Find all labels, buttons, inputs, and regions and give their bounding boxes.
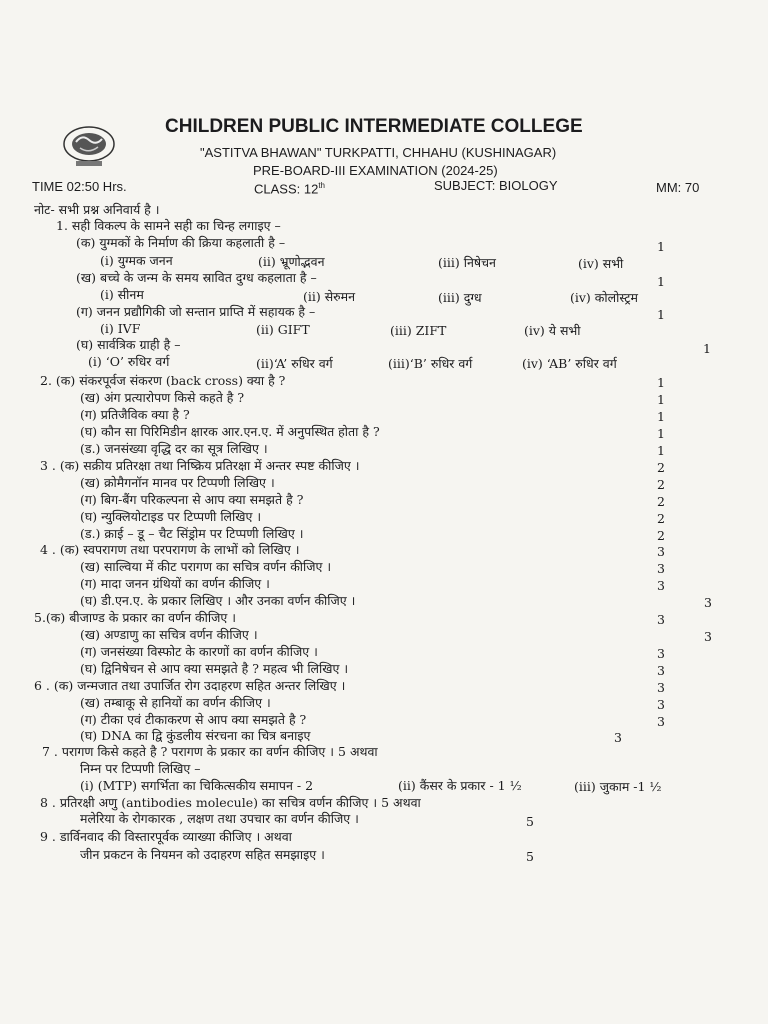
q1c-marks: 1 [657,307,665,322]
q7-part-i: (i) (MTP) सगर्भिता का चिकित्सकीय समापन - 2 [80,778,314,793]
q1d-marks: 1 [703,341,711,356]
q1b-marks: 1 [657,274,665,289]
q7-text: 7 . परागण किसे कहते है ? परागण के प्रकार का वर्णन कीजिए । 5 अथवा [42,744,378,759]
q4b-text: (ख) साल्विया में कीट परागण का सचित्र वर्णन कीजिए । [80,559,332,574]
q5c-marks: 3 [657,646,665,661]
q1d-question: (घ) सार्वत्रिक ग्राही है – [76,337,181,352]
q3c-marks: 2 [657,494,665,509]
q8-or-text: मलेरिया के रोगकारक , लक्षण तथा उपचार का वर्णन कीजिए । [80,811,359,826]
q1a-option-2: (ii) भ्रूणोद्भवन [258,254,325,269]
q5a-text: 5.(क) बीजाण्ड के प्रकार का वर्णन कीजिए । [34,610,237,625]
max-marks: MM: 70 [656,180,700,195]
class-label: CLASS: 12th [254,181,325,197]
q4d-marks: 3 [704,595,712,610]
q7-or-text: निम्न पर टिप्पणी लिखिए – [80,761,201,776]
q8-text: 8 . प्रतिरक्षी अणु (antibodies molecule) का सचित्र वर्णन कीजिए । 5 अथवा [40,795,421,810]
q2a-marks: 1 [657,375,665,390]
q6b-text: (ख) तम्बाकू से हानियों का वर्णन कीजिए । [80,695,271,710]
q2b-marks: 1 [657,392,665,407]
q3d-text: (घ) न्युक्लियोटाइड पर टिप्पणी लिखिए । [80,509,262,524]
q1a-option-4: (iv) सभी [578,256,624,271]
q6d-text: (घ) DNA का द्वि कुंडलीय संरचना का चित्र बनाइए [80,728,311,743]
q9-text: 9 . डार्विनवाद की विस्तारपूर्वक व्याख्या कीजिए । अथवा [40,829,292,844]
q4a-marks: 3 [657,544,665,559]
q2c-marks: 1 [657,409,665,424]
q9-or-text: जीन प्रकटन के नियमन को उदाहरण सहित समझाइए । [80,847,325,862]
q1a-option-1: (i) युग्मक जनन [100,253,173,268]
q5d-marks: 3 [657,663,665,678]
q3b-marks: 2 [657,477,665,492]
q1b-option-4: (iv) कोलोस्ट्रम [570,290,638,305]
q4c-text: (ग) मादा जनन ग्रंथियों का वर्णन कीजिए । [80,576,270,591]
q4b-marks: 3 [657,561,665,576]
q1c-question: (ग) जनन प्रद्यौगिकी जो सन्तान प्राप्ति में सहायक है – [76,304,316,319]
q2e-marks: 1 [657,443,665,458]
q1-heading: 1. सही विकल्प के सामने सही का चिन्ह लगाइए – [56,218,281,233]
q1d-option-4: (iv) ‘AB’ रुधिर वर्ग [522,356,617,371]
q1d-option-3: (iii)‘B’ रुधिर वर्ग [388,356,473,371]
q1c-option-1: (i) IVF [100,321,141,336]
q1a-question: (क) युग्मकों के निर्माण की क्रिया कहलाती है – [76,235,286,250]
q1b-option-2: (ii) सेरुमन [303,289,356,304]
q4a-text: 4 . (क) स्वपरागण तथा परपरागण के लाभों को लिखिए । [40,542,300,557]
q4c-marks: 3 [657,578,665,593]
q3a-text: 3 . (क) सक्रीय प्रतिरक्षा तथा निष्क्रिय प्रतिरक्षा में अन्तर स्पष्ट कीजिए । [40,458,360,473]
q4d-text: (घ) डी.एन.ए. के प्रकार लिखिए । और उनका वर्णन कीजिए । [80,593,356,608]
q3e-marks: 2 [657,528,665,543]
q1c-option-4: (iv) ये सभी [524,323,581,338]
q9-marks: 5 [526,849,534,864]
q5b-text: (ख) अण्डाणु का सचित्र वर्णन कीजिए । [80,627,258,642]
q2c-text: (ग) प्रतिजैविक क्या है ? [80,407,190,422]
q6c-marks: 3 [657,714,665,729]
exam-title: PRE-BOARD-III EXAMINATION (2024-25) [253,163,498,178]
q6d-marks: 3 [614,730,622,745]
q3b-text: (ख) क्रोमैगनॉन मानव पर टिप्पणी लिखिए । [80,475,275,490]
subject-label: SUBJECT: BIOLOGY [434,178,558,193]
college-address: "ASTITVA BHAWAN" TURKPATTI, CHHAHU (KUSHINAGAR) [200,145,557,160]
q1b-option-3: (iii) दुग्ध [438,290,482,305]
q1b-question: (ख) बच्चे के जन्म के समय स्रावित दुग्ध कहलाता है – [76,270,317,285]
q6c-text: (ग) टीका एवं टीकाकरण से आप क्या समझते है ? [80,712,307,727]
q7-part-ii: (ii) कैंसर के प्रकार - 1 ½ [398,778,522,793]
q5c-text: (ग) जनसंख्या विस्फोट के कारणों का वर्णन कीजिए । [80,644,318,659]
q3c-text: (ग) बिग-बैंग परिकल्पना से आप क्या समझते है ? [80,492,304,507]
q5d-text: (घ) द्विनिषेचन से आप क्या समझते है ? महत्व भी लिखिए । [80,661,349,676]
q1a-marks: 1 [657,239,665,254]
q2d-marks: 1 [657,426,665,441]
q2a-text: 2. (क) संकरपूर्वज संकरण (back cross) क्या है ? [40,373,286,388]
q3e-text: (ड.) क्राई – डू – चैट सिंड्रोम पर टिप्पणी लिखिए । [80,526,304,541]
q1b-option-1: (i) सीनम [100,287,144,302]
q1d-option-2: (ii)‘A’ रुधिर वर्ग [256,356,333,371]
college-logo [62,124,116,168]
q2e-text: (ड.) जनसंख्या वृद्धि दर का सूत्र लिखिए । [80,441,268,456]
q2d-text: (घ) कौन सा पिरिमिडीन क्षारक आर.एन.ए. में अनुपस्थित होता है ? [80,424,380,439]
q1c-option-3: (iii) ZIFT [390,323,447,338]
q2b-text: (ख) अंग प्रत्यारोपण किसे कहते है ? [80,390,245,405]
q5a-marks: 3 [657,612,665,627]
q3a-marks: 2 [657,460,665,475]
note: नोट- सभी प्रश्न अनिवार्य है । [34,202,160,217]
q8-marks: 5 [526,814,534,829]
q7-part-iii: (iii) जुकाम -1 ½ [574,779,662,794]
q3d-marks: 2 [657,511,665,526]
q1a-option-3: (iii) निषेचन [438,255,496,270]
q6a-marks: 3 [657,680,665,695]
college-name: CHILDREN PUBLIC INTERMEDIATE COLLEGE [165,116,583,137]
q1c-option-2: (ii) GIFT [256,322,310,337]
q6b-marks: 3 [657,697,665,712]
time-label: TIME 02:50 Hrs. [32,179,127,194]
q5b-marks: 3 [704,629,712,644]
q6a-text: 6 . (क) जन्मजात तथा उपार्जित रोग उदाहरण सहित अन्तर लिखिए । [34,678,346,693]
q1d-option-1: (i) ‘O’ रुधिर वर्ग [88,354,170,369]
